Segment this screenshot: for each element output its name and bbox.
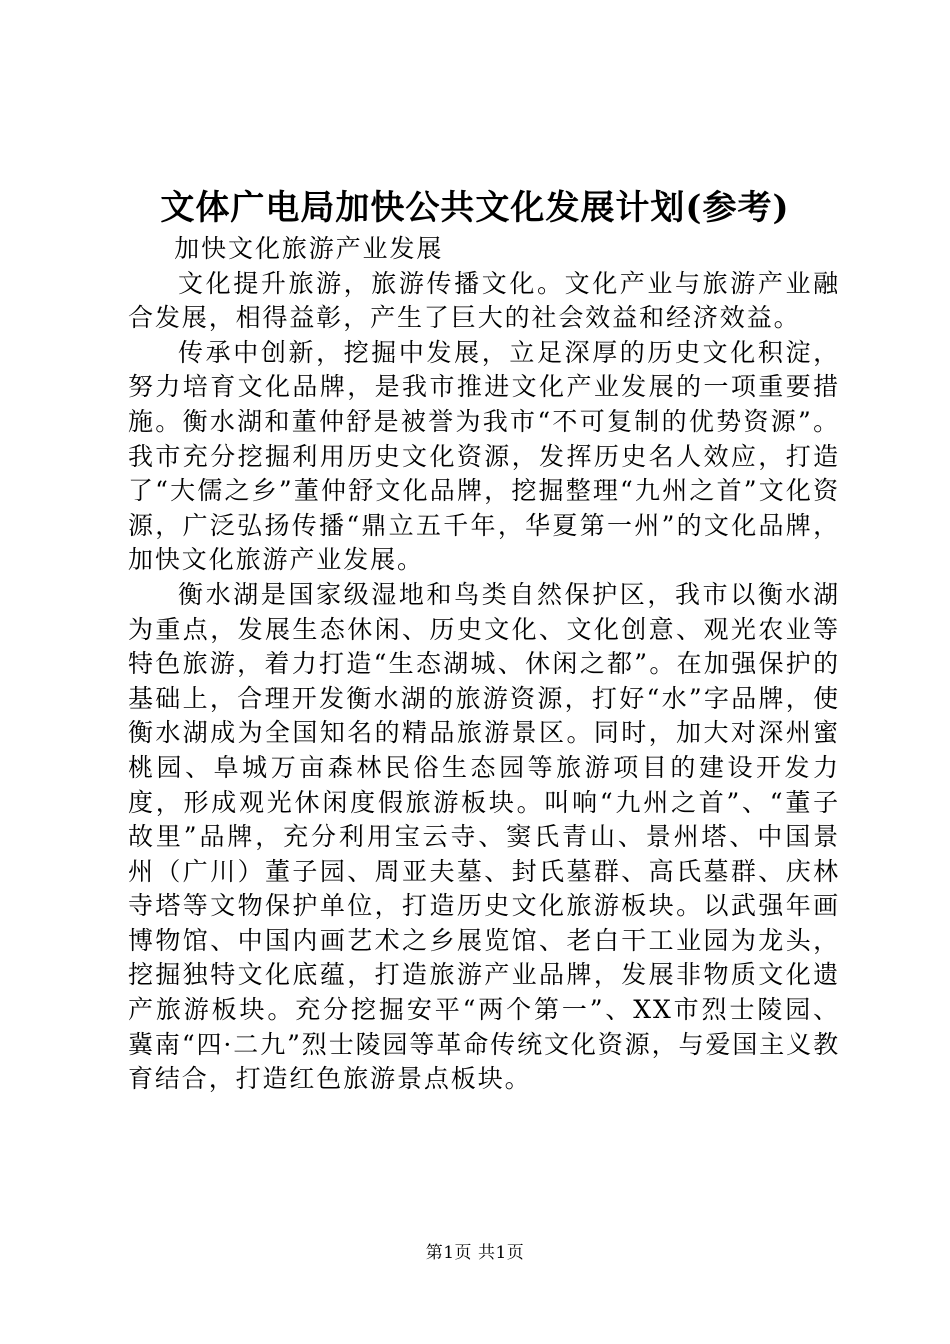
paragraph-2: 传承中创新，挖掘中发展，立足深厚的历史文化积淀，努力培育文化品牌，是我市推进文化产业发展的一项重要措施。衡水湖和董仲舒是被誉为我市“不可复制的优势资源”。我市充分挖掘利用历史文化资源，发挥历史名人效应，打造了“大儒之乡”董仲舒文化品牌，挖掘整理“九州之首”文化资源，广泛弘扬传播“鼎立五千年，华夏第一州”的文化品牌，加快文化旅游产业发展。 xyxy=(128,337,840,575)
page-number-footer: 第1页 共1页 xyxy=(425,1243,525,1263)
document-title: 文体广电局加快公共文化发展计划(参考) xyxy=(160,188,790,228)
paragraph-3: 衡水湖是国家级湿地和鸟类自然保护区，我市以衡水湖为重点，发展生态休闲、历史文化、文化创意、观光农业等特色旅游，着力打造“生态湖城、休闲之都”。在加强保护的基础上，合理开发衡水湖的旅游资源，打好“水”字品牌，使衡水湖成为全国知名的精品旅游景区。同时，加大对深州蜜桃园、阜城万亩森林民俗生态园等旅游项目的建设开发力度，形成观光休闲度假旅游板块。叫响“九州之首”、“董子故里”品牌，充分利用宝云寺、窦氏青山、景州塔、中国景州（广川）董子园、周亚夫墓、封氏墓群、高氏墓群、庆林寺塔等文物保护单位，打造历史文化旅游板块。以武强年画博物馆、中国内画艺术之乡展览馆、老白干工业园为龙头，挖掘独特文化底蕴，打造旅游产业品牌，发展非物质文化遗产旅游板块。充分挖掘安平“两个第一”、XX市烈士陵园、冀南“四·二九”烈士陵园等革命传统文化资源，与爱国主义教育结合，打造红色旅游景点板块。 xyxy=(128,579,840,1094)
section-subheading: 加快文化旅游产业发展 xyxy=(174,234,444,263)
paragraph-1: 文化提升旅游，旅游传播文化。文化产业与旅游产业融合发展，相得益彰，产生了巨大的社会效益和经济效益。 xyxy=(128,268,840,333)
document-body xyxy=(128,232,840,1097)
